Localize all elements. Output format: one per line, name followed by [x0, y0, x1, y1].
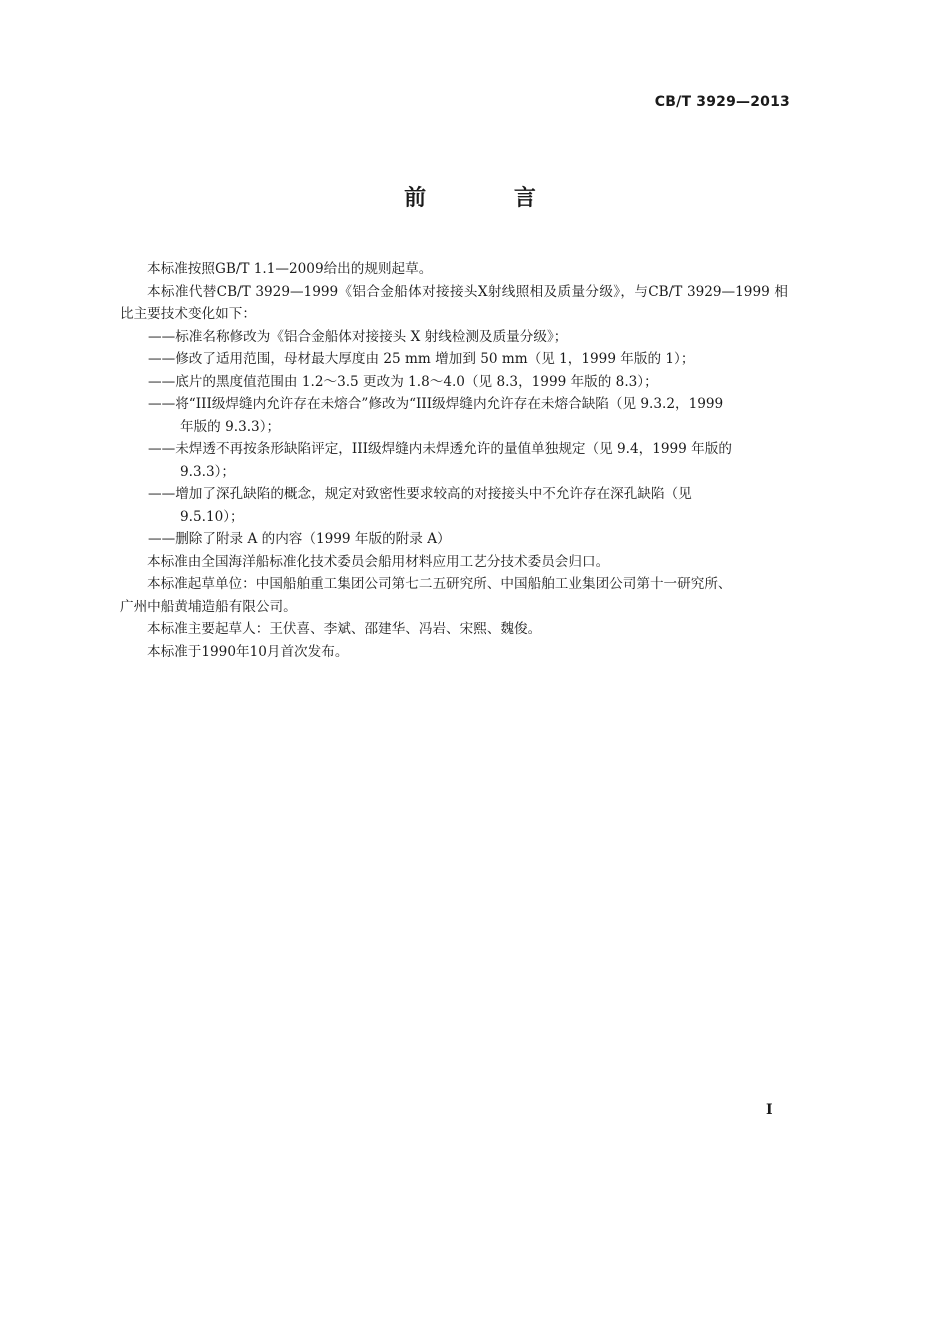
list-item — [120, 438, 788, 483]
list-item-line2: 9.3.3）； — [180, 463, 235, 480]
paragraph-committee: 本标准由全国海洋船标准化技术委员会船用材料应用工艺分技术委员会归口。 — [147, 553, 610, 570]
paragraph-drafting-rules: 本标准按照GB/T 1.1—2009给出的规则起草。 — [147, 261, 433, 277]
list-item: ——底片的黑度值范围由 1.2～3.5 更改为 1.8～4.0（见 8.3，1999 年版的 8.3）； — [148, 373, 658, 390]
paragraph-first-release: 本标准于1990年10月首次发布。 — [147, 643, 349, 660]
paragraph-drafting-units-line1: 本标准起草单位：中国船舶重工集团公司第七二五研究所、中国船舶工业集团公司第十一研究所、 — [147, 576, 732, 592]
list-item-line1: ——增加了深孔缺陷的概念，规定对致密性要求较高的对接接头中不允许存在深孔缺陷（见 — [148, 486, 692, 502]
list-item-line1: ——未焊透不再按条形缺陷评定，III级焊缝内未焊透允许的量值单独规定（见 9.4，1999 年版的 — [148, 441, 732, 457]
list-item-line1: ——将“III级焊缝内允许存在未熔合”修改为“III级焊缝内允许存在未熔合缺陷（见 9.3.2，1999 — [148, 396, 724, 412]
list-item — [120, 393, 788, 438]
foreword-content — [120, 258, 788, 663]
standard-code: CB/T 3929—2013 — [654, 94, 790, 110]
list-item: ——删除了附录 A 的内容（1999 年版的附录 A） — [148, 531, 451, 547]
list-item-line2: 年版的 9.3.3）； — [180, 418, 281, 435]
paragraph-replaces-line1: 本标准代替CB/T 3929—1999《铝合金船体对接接头X射线照相及质量分级》，与CB/T 3929—1999 相 — [147, 283, 788, 300]
list-item: ——标准名称修改为《铝合金船体对接接头 X 射线检测及质量分级》； — [148, 328, 568, 345]
paragraph-replaces-line2: 比主要技术变化如下： — [120, 306, 256, 322]
list-item-line2: 9.5.10）； — [180, 508, 244, 525]
page-title: 前 言 — [404, 186, 576, 211]
page-number: I — [766, 1102, 773, 1118]
changes-list — [120, 326, 788, 551]
list-item — [120, 483, 788, 528]
list-item: ——修改了适用范围，母材最大厚度由 25 mm 增加到 50 mm（见 1，1999 年版的 1）； — [148, 351, 695, 367]
paragraph-drafting-units-line2: 广州中船黄埔造船有限公司。 — [120, 598, 297, 615]
paragraph-drafters: 本标准主要起草人：王伏喜、李斌、邵建华、冯岩、宋熙、魏俊。 — [147, 621, 542, 637]
